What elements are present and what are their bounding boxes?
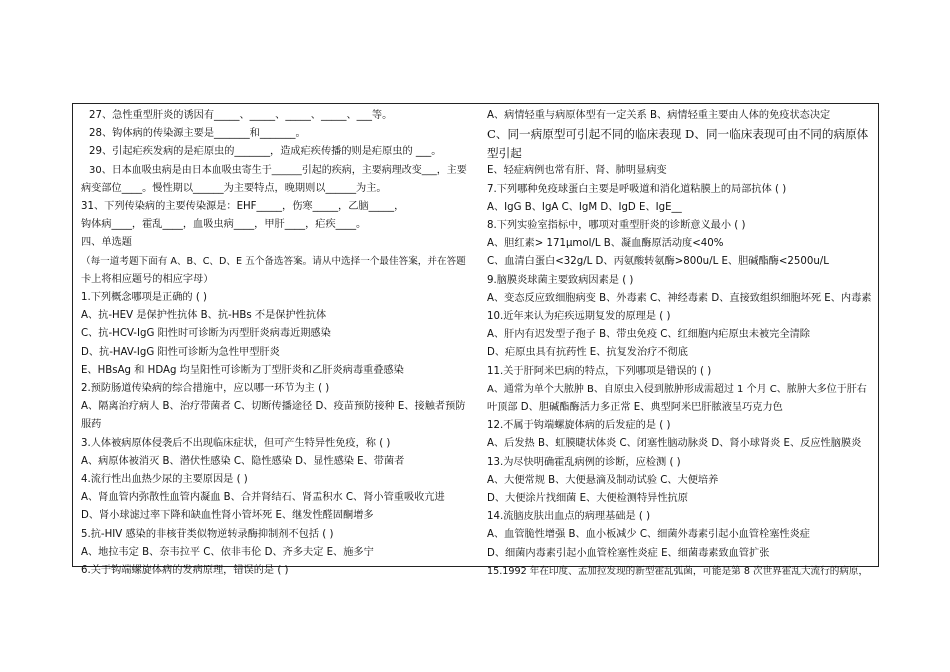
mcq-10: 10.近年来认为疟疾远期复发的原理是 ( ) bbox=[487, 311, 671, 323]
mcq-6-option-cont: 型引起 bbox=[487, 145, 522, 160]
question-27: 27、急性重型肝炎的诱因有_____、_____、_____、_____、___等。 bbox=[89, 110, 393, 121]
mcq-14-option: A、血管脆性增强 B、血小板减少 C、细菌外毒素引起小血管栓塞性炎症 bbox=[487, 529, 810, 541]
mcq-2-option-cont: 服药 bbox=[81, 419, 102, 431]
mcq-4-option: D、肾小球滤过率下降和缺血性肾小管坏死 E、继发性醛固酮增多 bbox=[81, 510, 374, 522]
mcq-6: 6.关于钩端螺旋体病的发病原理，错误的是 ( ) bbox=[81, 565, 289, 577]
mcq-7-option: A、IgG B、IgA C、IgM D、IgD E、IgE__ bbox=[487, 201, 682, 213]
mcq-1: 1.下列概念哪项是正确的 ( ) bbox=[81, 292, 208, 304]
mcq-4-option: A、肾血管内弥散性血管内凝血 B、合并肾结石、肾盂积水 C、肾小管重吸收亢进 bbox=[81, 492, 445, 504]
mcq-13: 13.为尽快明确霍乱病例的诊断，应检测 ( ) bbox=[487, 456, 681, 468]
mcq-11: 11.关于肝阿米巴病的特点，下列哪项是错误的 ( ) bbox=[487, 365, 712, 377]
mcq-8-option: C、血清白蛋白<32g/L D、丙氨酸转氨酶>800u/L E、胆碱酯酶<2500u/L bbox=[487, 256, 829, 268]
mcq-8: 8.下列实验室指标中，哪项对重型肝炎的诊断意义最小 ( ) bbox=[487, 220, 746, 231]
question-28: 28、钩体病的传染源主要是_______和_______。 bbox=[89, 128, 306, 140]
mcq-1-option: A、抗-HEV 是保护性抗体 B、抗-HBs 不是保护性抗体 bbox=[81, 310, 327, 322]
question-31: 31、下列传染病的主要传染源是：EHF_____，伤寒_____，乙脑_____， bbox=[81, 201, 405, 213]
mcq-3-option: A、病原体被消灭 B、潜伏性感染 C、隐性感染 D、显性感染 E、带菌者 bbox=[81, 455, 405, 467]
mcq-6-option: E、轻症病例也常有肝、肾、肺明显病变 bbox=[487, 165, 667, 177]
mcq-10-option: D、疟原虫具有抗药性 E、抗复发治疗不彻底 bbox=[487, 347, 688, 359]
question-31-cont: 钩体病____，霍乱____，血吸虫病____，甲肝____，疟疾____。 bbox=[81, 219, 367, 231]
mcq-12-option: A、后发热 B、虹膜睫状体炎 C、闭塞性脑动脉炎 D、肾小球肾炎 E、反应性脑膜炎 bbox=[487, 438, 862, 450]
mcq-1-option: C、抗-HCV-IgG 阳性时可诊断为丙型肝炎病毒近期感染 bbox=[81, 328, 331, 340]
mcq-12: 12.不属于钩端螺旋体病的后发症的是 ( ) bbox=[487, 420, 671, 432]
section-heading: 四、单选题 bbox=[81, 237, 132, 249]
mcq-5: 5.抗-HIV 感染的非核苷类似物逆转录酶抑制剂不包括 ( ) bbox=[81, 528, 334, 540]
mcq-13-option: A、大便常规 B、大便悬滴及制动试验 C、大便培养 bbox=[487, 474, 719, 486]
section-instructions: （每一道考题下面有 A、B、C、D、E 五个备选答案。请从中选择一个最佳答案，并在答题 bbox=[81, 255, 466, 267]
mcq-13-option: D、大便涂片找细菌 E、大便检测特异性抗原 bbox=[487, 493, 688, 505]
mcq-8-option: A、胆红素> 171μmol/L B、凝血酶原活动度<40% bbox=[487, 238, 724, 250]
mcq-6-option: C、同一病原型可引起不同的临床表现 D、同一临床表现可由不同的病原体 bbox=[487, 127, 869, 142]
mcq-4: 4.流行性出血热少尿的主要原因是 ( ) bbox=[81, 474, 248, 486]
mcq-9-option: A、变态反应致细胞病变 B、外毒素 C、神经毒素 D、直接致组织细胞坏死 E、内毒素 bbox=[487, 292, 872, 304]
mcq-2-option: A、隔离治疗病人 B、治疗带菌者 C、切断传播途径 D、疫苗预防接种 E、接触者预防 bbox=[81, 401, 466, 413]
mcq-5-option: A、地拉韦定 B、奈韦拉平 C、依非韦伦 D、齐多夫定 E、施多宁 bbox=[81, 546, 374, 558]
mcq-14-option: D、细菌内毒素引起小血管栓塞性炎症 E、细菌毒素致血管扩张 bbox=[487, 547, 770, 559]
mcq-2: 2.预防肠道传染病的综合措施中，应以哪一环节为主 ( ) bbox=[81, 383, 330, 395]
mcq-1-option: D、抗-HAV-IgG 阳性可诊断为急性甲型肝炎 bbox=[81, 346, 280, 358]
mcq-11-option-cont: 叶顶部 D、胆碱酯酶活力多正常 E、典型阿米巴肝脓液呈巧克力色 bbox=[487, 402, 783, 414]
mcq-1-option: E、HBsAg 和 HDAg 均呈阳性可诊断为丁型肝炎和乙肝炎病毒重叠感染 bbox=[81, 364, 404, 376]
question-30-cont: 病变部位____。慢性期以______为主要特点，晚期则以______为主。 bbox=[81, 182, 387, 194]
right-column bbox=[487, 107, 873, 581]
mcq-6-option: A、病情轻重与病原体型有一定关系 B、病情轻重主要由人体的免疫状态决定 bbox=[487, 110, 831, 121]
mcq-3: 3.人体被病原体侵袭后不出现临床症状，但可产生特异性免疫，称 ( ) bbox=[81, 437, 391, 449]
question-30: 30、日本血吸虫病是由日本血吸虫寄生于______引起的疾病，主要病理改变___，主要 bbox=[89, 164, 467, 176]
mcq-11-option: A、通常为单个大脓肿 B、自原虫入侵到脓肿形成需超过 1 个月 C、脓肿大多位于肝右 bbox=[487, 383, 867, 395]
left-column bbox=[81, 107, 467, 580]
mcq-9: 9.脑膜炎球菌主要致病因素是 ( ) bbox=[487, 274, 634, 286]
mcq-7: 7.下列哪种免疫球蛋白主要是呼吸道和消化道粘膜上的局部抗体 ( ) bbox=[487, 183, 787, 195]
mcq-14: 14.流脑皮肤出血点的病理基础是 ( ) bbox=[487, 511, 651, 523]
mcq-15: 15.1992 年在印度、孟加拉发现的新型霍乱弧菌，可能是第 8 次世界霍乱大流行的病原， bbox=[487, 565, 869, 577]
exam-sheet bbox=[72, 103, 879, 577]
mcq-10-option: A、肝内有迟发型子孢子 B、带虫免疫 C、红细胞内疟原虫未被完全清除 bbox=[487, 329, 810, 341]
section-instructions-cont: 卡上将相应题号的相应字母） bbox=[81, 273, 214, 285]
question-29: 29、引起疟疾发病的是疟原虫的_______，造成疟疾传播的则是疟原虫的 ___。 bbox=[89, 146, 442, 158]
